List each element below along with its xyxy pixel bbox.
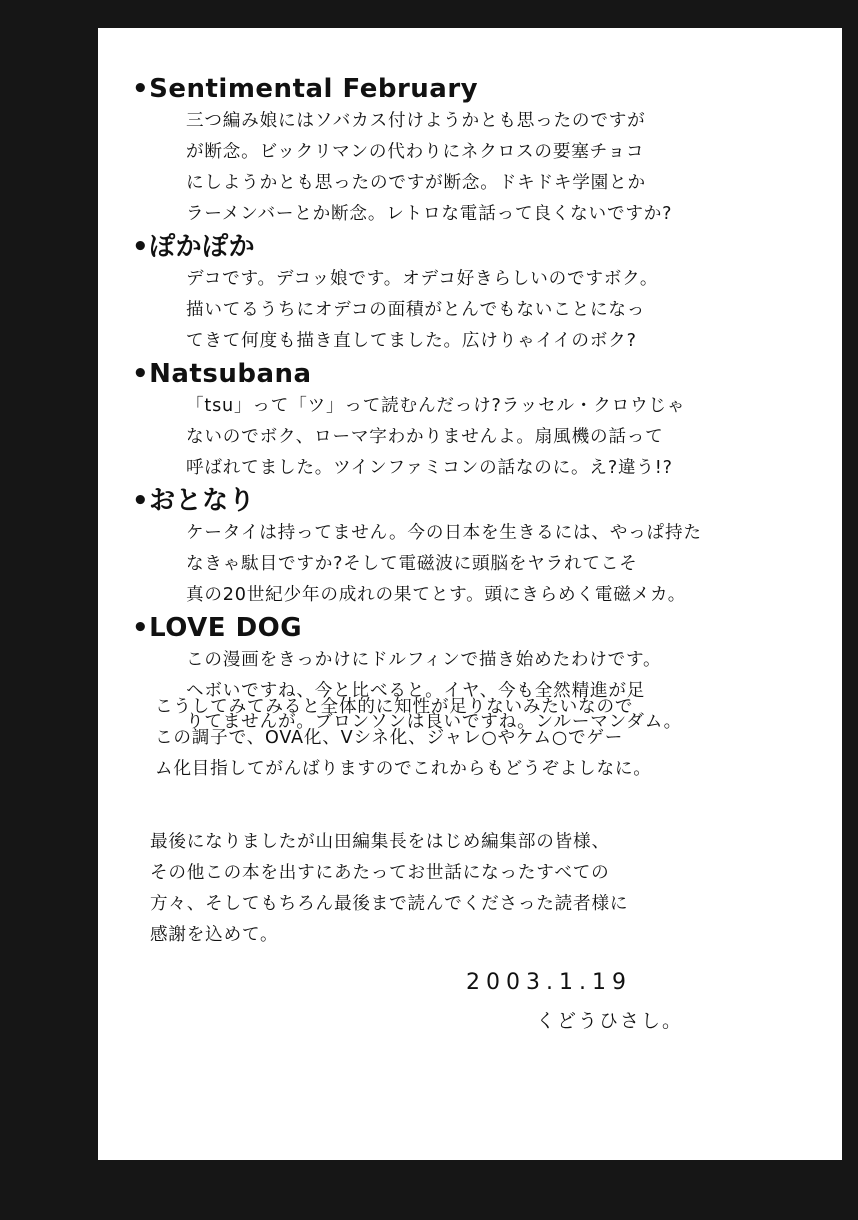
section-heading: •LOVE DOG <box>132 613 303 643</box>
section-line: 「tsu」って「ツ」って読むんだっけ?ラッセル・クロウじゃ <box>186 396 686 416</box>
section-line: なきゃ駄目ですか?そして電磁波に頭脳をヤラれてこそ <box>186 554 638 574</box>
section-line: 描いてるうちにオデコの面積がとんでもないことになっ <box>186 300 646 320</box>
section-line: 真の20世紀少年の成れの果てとす。頭にきらめく電磁メカ。 <box>186 585 687 605</box>
section-line: この漫画をきっかけにドルフィンで描き始めたわけです。 <box>186 650 662 670</box>
section-heading: •Sentimental February <box>132 74 479 104</box>
section-line: りてませんが。ブロンソンは良いですね。ンルーマンダム。 <box>186 712 683 732</box>
section-line: にしようかとも思ったのですが断念。ドキドキ学園とか <box>186 173 646 193</box>
page-border-top <box>0 0 858 28</box>
summary-line: こうしてみてみると全体的に知性が足りないみたいなので <box>155 697 634 717</box>
signature-block <box>466 966 686 1038</box>
thanks-line: 最後になりましたが山田編集長をはじめ編集部の皆様、 <box>150 832 610 852</box>
signature-author: くどうひさし。 <box>536 1010 684 1032</box>
thanks-paragraph <box>150 827 740 951</box>
thanks-line: 方々、そしてもちろん最後まで読んでくださった読者様に <box>150 894 629 914</box>
section-line: ないのでボク、ローマ字わかりませんよ。扇風機の話って <box>186 427 664 447</box>
section-heading: •ぽかぽか <box>132 232 256 262</box>
section-pokapoka <box>132 230 732 357</box>
section-line: 三つ編み娘にはソバカス付けようかとも思ったのですが <box>186 111 646 131</box>
thanks-line: 感謝を込めて。 <box>150 925 279 945</box>
page-border-right <box>842 0 858 1220</box>
summary-line: この調子で、OVA化、Vシネ化、ジャレ○やケム○でゲー <box>155 728 624 748</box>
section-line: てきて何度も描き直してました。広けりゃイイのボク? <box>186 331 637 351</box>
summary-line: ム化目指してがんばりますのでこれからもどうぞよしなに。 <box>155 759 652 779</box>
section-heading: •Natsubana <box>132 359 312 389</box>
section-sentimental-february <box>132 72 732 230</box>
signature-date: 2003.1.19 <box>466 970 632 995</box>
section-otonari <box>132 484 732 611</box>
section-natsubana <box>132 357 732 484</box>
section-heading: •おとなり <box>132 486 256 516</box>
section-line: が断念。ビックリマンの代わりにネクロスの要塞チョコ <box>186 142 645 162</box>
afterword-notes <box>132 72 732 738</box>
page-border-bottom <box>0 1160 858 1220</box>
section-line: デコです。デコッ娘です。オデコ好きらしいのですボク。 <box>186 269 659 289</box>
section-line: ヘボいですね、今と比べると。イヤ、今も全然精進が足 <box>186 681 646 701</box>
section-line: ケータイは持ってません。今の日本を生きるには、やっぱ持た <box>186 523 702 543</box>
summary-paragraph <box>155 692 735 785</box>
section-line: 呼ばれてました。ツインファミコンの話なのに。え?違う!? <box>186 458 673 478</box>
page-border-left <box>0 0 98 1220</box>
thanks-line: その他この本を出すにあたってお世話になったすべての <box>150 863 610 883</box>
section-line: ラーメンバーとか断念。レトロな電話って良くないですか? <box>186 204 673 224</box>
